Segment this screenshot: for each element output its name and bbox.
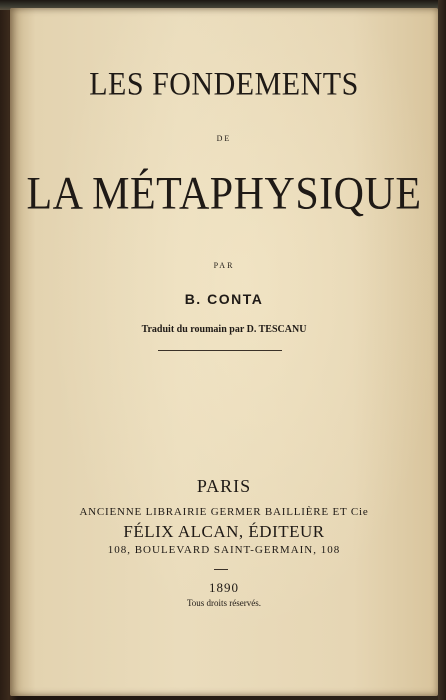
book-cover-edge-right <box>438 0 446 700</box>
title-line-1: LES FONDEMENTS <box>89 66 359 103</box>
translator-credit: Traduit du roumain par D. TESCANU <box>141 324 307 335</box>
title-line-2: LA MÉTAPHYSIQUE <box>26 168 422 220</box>
publication-city: PARIS <box>196 476 252 496</box>
rights-notice: Tous droits réservés. <box>186 598 262 608</box>
author-name: B. CONTA <box>184 291 264 307</box>
by-label: PAR <box>213 261 235 270</box>
publication-year: 1890 <box>209 580 239 595</box>
divider-rule <box>158 350 282 351</box>
title-connector: DE <box>216 134 232 143</box>
title-page <box>10 8 438 696</box>
publisher-line-2: FÉLIX ALCAN, ÉDITEUR <box>123 522 325 541</box>
publisher-address: 108, BOULEVARD SAINT-GERMAIN, 108 <box>107 544 341 556</box>
small-divider <box>214 569 228 570</box>
publisher-line-1: ANCIENNE LIBRAIRIE GERMER BAILLIÈRE ET Cie <box>79 506 369 518</box>
